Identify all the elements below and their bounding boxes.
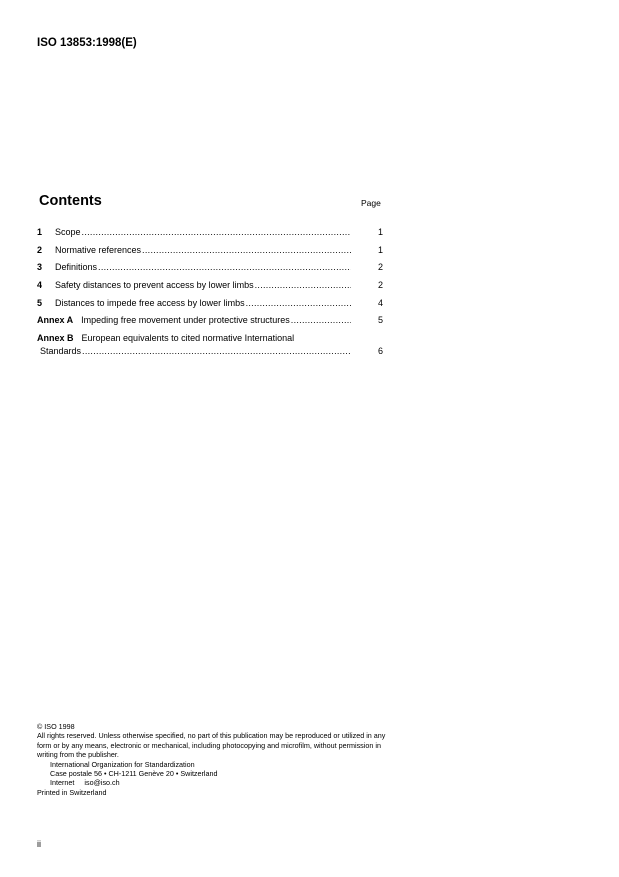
postal-address: Case postale 56 • CH-1211 Genève 20 • Switzerland	[50, 769, 218, 779]
toc-leader-dots	[82, 227, 351, 237]
toc-entry-page: 1	[377, 227, 383, 237]
toc-entry-page: 5	[377, 315, 383, 326]
toc-entry-number: 3	[37, 262, 43, 273]
toc-entry-number: 2	[37, 244, 43, 255]
toc-entry-page: 4	[377, 297, 383, 308]
page-number: ii	[37, 839, 41, 849]
toc-entry-title: European equivalents to cited normative International	[81, 333, 295, 344]
page-column-heading: Page	[361, 198, 381, 208]
toc-entry-annex-a[interactable]	[37, 315, 383, 333]
toc-entry-title: Scope	[55, 227, 81, 237]
toc-entry-title: Safety distances to prevent access by lower limbs	[55, 280, 254, 291]
toc-entry-annex-b[interactable]	[37, 333, 383, 363]
internet-email-link[interactable]: iso@iso.ch	[84, 778, 120, 788]
copyright-line: © ISO 1998	[37, 722, 75, 731]
standard-identifier: ISO 13853:1998(E)	[37, 37, 137, 49]
toc-entry-page: 6	[377, 346, 383, 357]
toc-entry-number: 4	[37, 280, 43, 291]
toc-entry-definitions[interactable]	[37, 262, 383, 280]
toc-entry-title: Distances to impede free access by lower limbs	[55, 297, 245, 308]
copyright-notice	[37, 722, 387, 797]
annex-label: Annex A	[37, 315, 74, 326]
rights-statement: All rights reserved. Unless otherwise specified, no part of this publication may be reproduced or utilized in any form or by any means, electronic or mechanical, including photocopying and microfilm, without permission in writing from the publisher.	[37, 731, 386, 760]
toc-leader-dots	[142, 245, 351, 255]
organization-name: International Organization for Standardization	[50, 759, 195, 769]
toc-leader-dots	[246, 298, 351, 308]
annex-label: Annex B	[37, 333, 74, 344]
toc-entry-title: Normative references	[55, 244, 142, 255]
toc-entry-scope[interactable]	[37, 227, 383, 245]
toc-entry-page: 1	[377, 244, 383, 255]
toc-entry-number: 1	[37, 227, 43, 237]
toc-leader-dots	[255, 280, 351, 290]
toc-entry-normative-references[interactable]	[37, 245, 383, 263]
toc-leader-dots	[98, 262, 351, 272]
toc-entry-title: Impeding free movement under protective structures	[81, 315, 290, 326]
printed-location: Printed in Switzerland	[37, 787, 107, 797]
toc-entry-title: Definitions	[55, 262, 98, 273]
internet-contact	[37, 778, 387, 787]
toc-entry-page: 2	[377, 262, 383, 273]
table-of-contents	[37, 227, 383, 363]
toc-entry-distances-impede[interactable]	[37, 298, 383, 316]
internet-label: Internet	[50, 778, 75, 788]
toc-leader-dots	[291, 315, 351, 325]
toc-entry-safety-distances[interactable]	[37, 280, 383, 298]
toc-entry-number: 5	[37, 297, 43, 308]
toc-leader-dots	[82, 346, 351, 356]
toc-entry-page: 2	[377, 280, 383, 291]
toc-entry-title-continuation: Standards	[40, 346, 82, 357]
contents-heading: Contents	[39, 193, 102, 209]
